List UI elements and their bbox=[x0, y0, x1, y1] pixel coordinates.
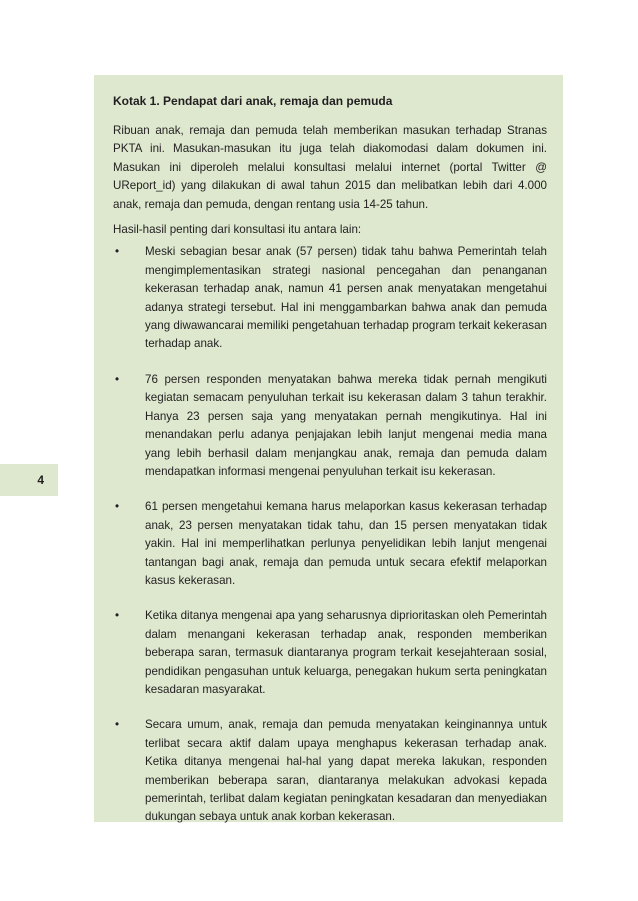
finding-text: 76 persen responden menyatakan bahwa mereka tidak pernah mengikuti kegiatan semacam penyuluhan terkait isu kekerasan dalam 3 tahun terakhir. Hanya 23 persen saja yang menyatakan pernah mengikutinya. Hal ini menandakan perlu adanya penjajakan lebih lanjut mengenai media mana yang lebih berhasil dalam menjangkau anak, remaja dan pemuda dalam mendapatkan informasi mengenai penyuluhan terkait isu kekerasan. bbox=[145, 372, 547, 478]
finding-item bbox=[113, 716, 547, 826]
finding-item bbox=[113, 607, 547, 699]
finding-text: 61 persen mengetahui kemana harus melaporkan kasus kekerasan terhadap anak, 23 persen menyatakan tidak tahu, dan 15 persen menyatakan tidak yakin. Hal ini memperlihatkan perlunya penyelidikan lebih lanjut mengenai tantangan bagi anak, remaja dan pemuda untuk secara efektif melaporkan kasus kekerasan. bbox=[145, 500, 547, 587]
findings-lead: Hasil-hasil penting dari konsultasi itu antara lain: bbox=[113, 223, 362, 237]
info-box bbox=[94, 75, 563, 822]
bullet-icon: • bbox=[115, 245, 120, 259]
finding-item bbox=[113, 243, 547, 353]
bullet-icon: • bbox=[115, 500, 120, 514]
page-number: 4 bbox=[37, 473, 44, 487]
page-number-tab bbox=[0, 464, 58, 496]
finding-text: Ketika ditanya mengenai apa yang seharusnya diprioritaskan oleh Pemerintah dalam menangani kekerasan terhadap anak, responden memberikan beberapa saran, termasuk diantaranya program terkait kesejahteraan sosial, pendidikan pengasuhan untuk keluarga, penegakan hukum serta peningkatan kesadaran masyarakat. bbox=[145, 609, 547, 696]
finding-text: Meski sebagian besar anak (57 persen) tidak tahu bahwa Pemerintah telah mengimplementasikan strategi nasional pencegahan dan penanganan kekerasan terhadap anak, namun 41 persen anak menyatakan mengetahui adanya strategi tersebut. Hal ini menggambarkan bahwa anak dan pemuda yang diwawancarai memiliki pengetahuan terhadap program terkait kekerasan terhadap anak. bbox=[145, 245, 547, 351]
finding-text: Secara umum, anak, remaja dan pemuda menyatakan keinginannya untuk terlibat secara aktif dalam upaya menghapus kekerasan terhadap anak. Ketika ditanya mengenai hal-hal yang dapat mereka lakukan, responden memberikan beberapa saran, diantaranya melakukan advokasi kepada pemerintah, terlibat dalam kegiatan peningkatan kesadaran dan menyediakan dukungan sebaya untuk anak korban kekerasan. bbox=[145, 718, 547, 824]
findings-list bbox=[113, 243, 547, 826]
bullet-icon: • bbox=[115, 372, 120, 386]
finding-item bbox=[113, 371, 547, 481]
bullet-icon: • bbox=[115, 609, 120, 623]
finding-item bbox=[113, 498, 547, 590]
intro-paragraph: Ribuan anak, remaja dan pemuda telah memberikan masukan terhadap Stranas PKTA ini. Masukan-masukan itu juga telah diakomodasi dalam dokumen ini. Masukan ini diperoleh melalui konsultasi melalui internet (portal Twitter @ UReport_id) yang dilakukan di awal tahun 2015 dan melibatkan lebih dari 4.000 anak, remaja dan pemuda, dengan rentang usia 14-25 tahun. bbox=[113, 124, 547, 211]
box-title: Kotak 1. Pendapat dari anak, remaja dan pemuda bbox=[113, 94, 393, 108]
bullet-icon: • bbox=[115, 718, 120, 732]
